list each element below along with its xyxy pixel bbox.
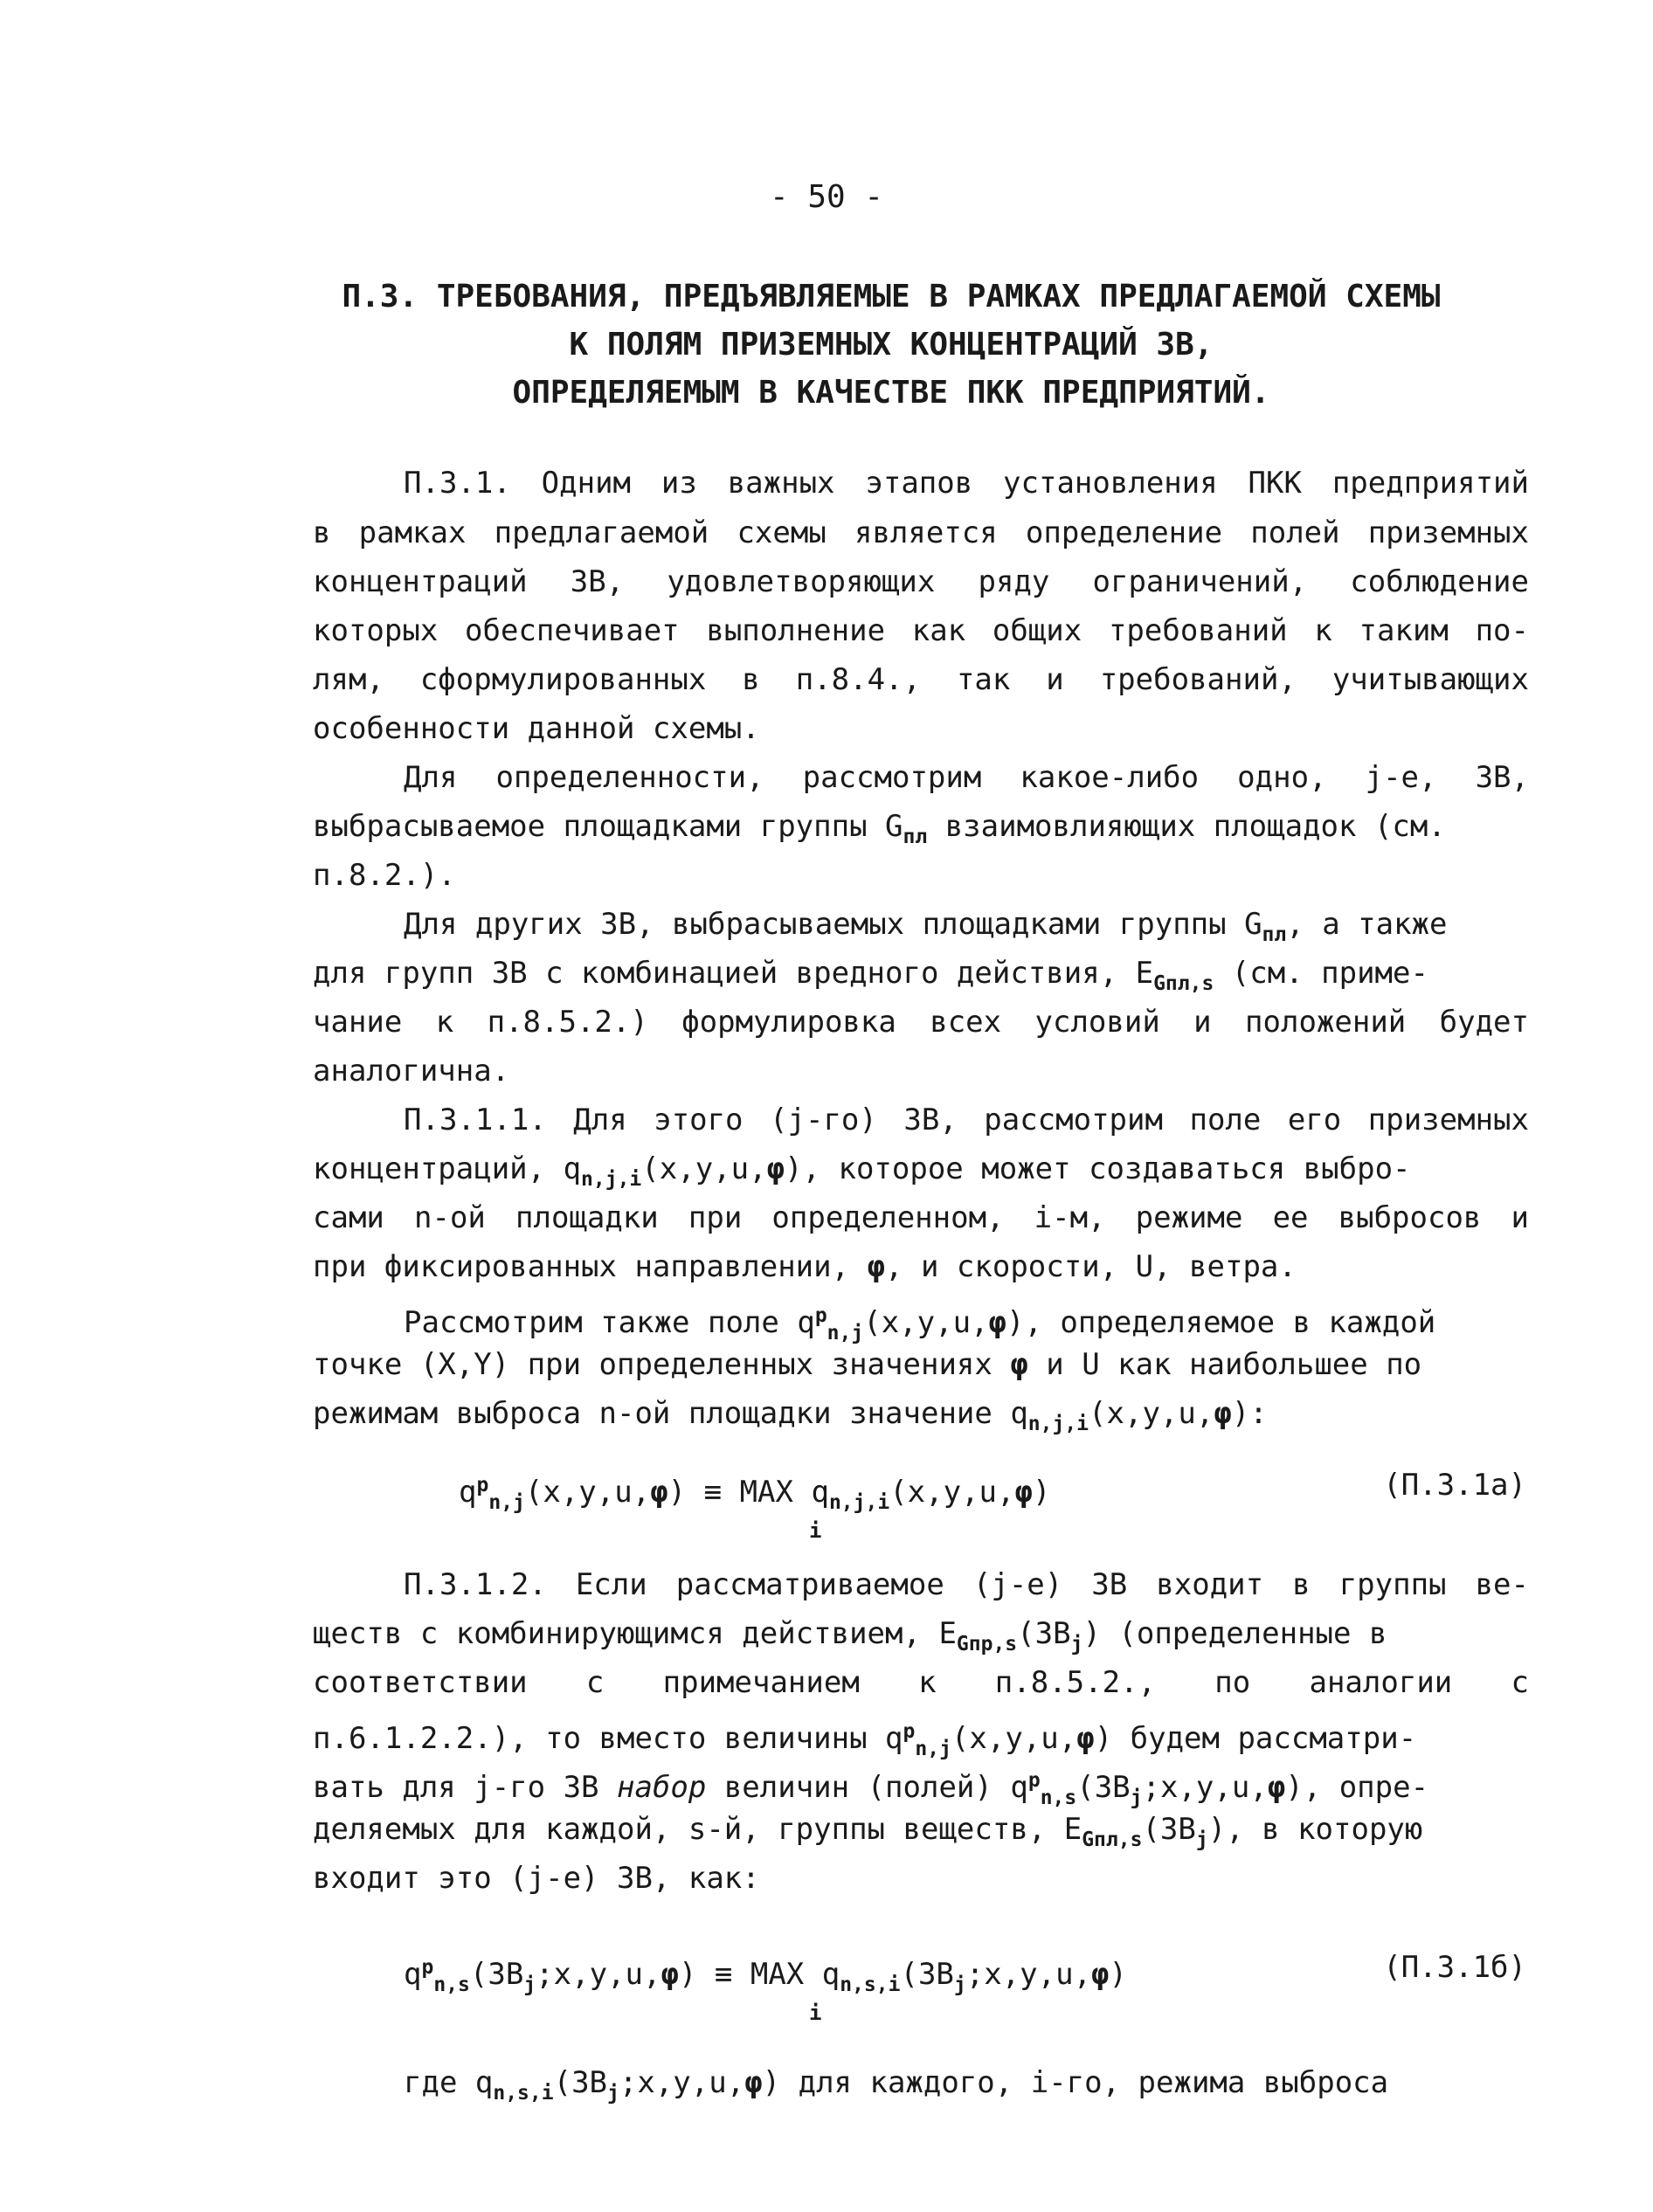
paragraph-line: П.3.1.2. Если рассматриваемое (j-е) ЗВ входит в группы ве- [404,1567,1529,1602]
paragraph-line: вать для j-го ЗВ набор величин (полей) $q^p_{n,s}(ЗВ_j;x,y,u,\varphi)$, опре- [313,1769,1429,1809]
paragraph-line: для групп ЗВ с комбинацией вредного действия, $E_{Gпл,s}$ (см. приме- [313,956,1428,995]
paragraph-line: П.3.1. Одним из важных этапов установления ПКК предприятий [404,466,1529,501]
paragraph-line: лям, сформулированных в п.8.4., так и требований, учитывающих [313,662,1529,697]
max-index: i [809,2001,822,2025]
paragraph-line: где $q_{n,s,i}(ЗВ_j;x,y,u,\varphi)$ для каждого, i-го, режима выброса [404,2065,1389,2105]
paragraph-line: входит это (j-е) ЗВ, как: [313,1861,760,1896]
paragraph-line: соответствии с примечанием к п.8.5.2., по аналогии с [313,1665,1529,1700]
heading-line: ОПРЕДЕЛЯЕМЫМ В КАЧЕСТВЕ ПКК ПРЕДПРИЯТИЙ. [512,375,1270,411]
paragraph-line: концентраций ЗВ, удовлетворяющих ряду ограничений, соблюдение [313,564,1529,599]
paragraph-line: сами n-ой площадки при определенном, i-м, режиме ее выбросов и [313,1200,1529,1235]
paragraph-line: особенности данной схемы. [313,711,760,746]
heading-line: К ПОЛЯМ ПРИЗЕМНЫХ КОНЦЕНТРАЦИЙ ЗВ, [569,327,1214,363]
paragraph-line: п.8.2.). [313,858,456,893]
formula-1a: $q^p_{n,j}(x,y,u,\varphi)$ ≡ MAX $q_{n,j,i}(x,y,u,\varphi)$ [459,1474,1051,1514]
paragraph-line: Рассмотрим также поле $q^p_{n,j}(x,y,u,\varphi)$, определяемое в каждой [404,1304,1436,1344]
paragraph-line: режимам выброса n-ой площадки значение $q_{n,j,i}(x,y,u,\varphi)$: [313,1396,1268,1435]
formula-1b: $q^p_{n,s}(ЗВ_j;x,y,u,\varphi)$ ≡ MAX $q_{n,s,i}(ЗВ_j;x,y,u,\varphi)$ [404,1956,1128,1996]
section-heading [262,273,1520,417]
paragraph-line: при фиксированных направлении, φ, и скорости, U, ветра. [313,1249,1297,1284]
paragraph-line: Для определенности, рассмотрим какое-либо одно, j-е, ЗВ, [404,760,1529,795]
paragraph-line: выбрасываемое площадками группы $G_{пл}$ взаимовлияющих площадок (см. [313,809,1446,848]
equation-number: (П.3.1а) [1383,1468,1526,1503]
paragraph-line: которых обеспечивает выполнение как общих требований к таким по- [313,613,1529,648]
paragraph-line: Для других ЗВ, выбрасываемых площадками группы $G_{пл}$, а также [404,907,1448,946]
page-number: - 50 - [769,179,884,215]
paragraph-line: П.3.1.1. Для этого (j-го) ЗВ, рассмотрим поле его приземных [404,1103,1529,1137]
paragraph-line: в рамках предлагаемой схемы является определение полей приземных [313,515,1529,550]
heading-line: П.3. ТРЕБОВАНИЯ, ПРЕДЪЯВЛЯЕМЫЕ В РАМКАХ ПРЕДЛАГАЕМОЙ СХЕМЫ [342,279,1441,315]
paragraph-line: деляемых для каждой, s-й, группы веществ, $E_{Gпл,s}(ЗВ_j)$, в которую [313,1812,1423,1851]
equation-number: (П.3.1б) [1383,1950,1526,1985]
paragraph-line: точке (X,Y) при определенных значениях φ и U как наибольшее по [313,1347,1422,1382]
max-index: i [809,1518,822,1543]
paragraph-line: аналогична. [313,1054,510,1089]
paragraph-line: п.6.1.2.2.), то вместо величины $q^p_{n,j}(x,y,u,\varphi)$ будем рассматри- [313,1720,1417,1760]
paragraph-line: концентраций, $q_{n,j,i}(x,y,u,\varphi)$, которое может создаваться выбро- [313,1151,1411,1191]
paragraph-line: ществ с комбинирующимся действием, $E_{Gпр,s}(ЗВ_j)$ (определенные в [313,1616,1387,1656]
paragraph-line: чание к п.8.5.2.) формулировка всех условий и положений будет [313,1005,1529,1040]
